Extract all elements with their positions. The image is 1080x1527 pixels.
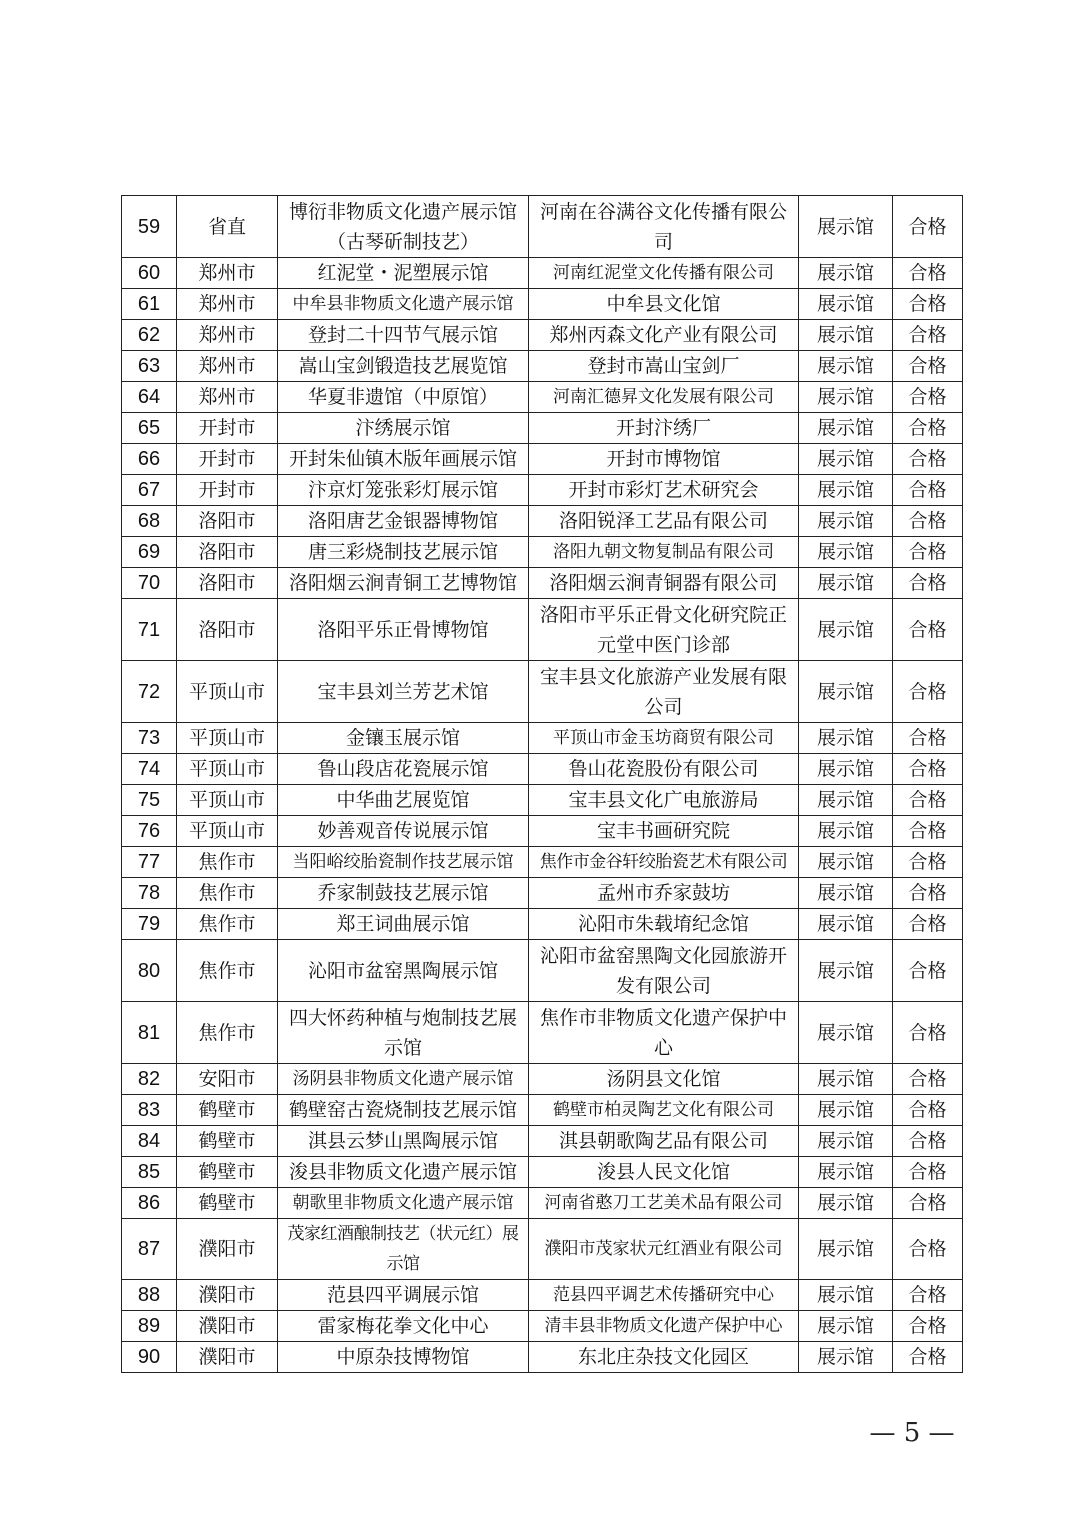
cell-result: 合格 — [893, 847, 963, 878]
cell-organization: 孟州市乔家鼓坊 — [529, 878, 799, 909]
cell-organization: 范县四平调艺术传播研究中心 — [529, 1280, 799, 1311]
table-row — [122, 258, 963, 289]
cell-number: 67 — [122, 475, 177, 506]
cell-type: 展示馆 — [799, 1095, 893, 1126]
cell-museum-name: 浚县非物质文化遗产展示馆 — [278, 1157, 529, 1188]
cell-number: 73 — [122, 723, 177, 754]
cell-organization: 宝丰县文化旅游产业发展有限公司 — [529, 661, 799, 723]
cell-museum-name: 汴京灯笼张彩灯展示馆 — [278, 475, 529, 506]
cell-museum-name: 沁阳市盆窑黑陶展示馆 — [278, 940, 529, 1002]
cell-type: 展示馆 — [799, 1064, 893, 1095]
cell-museum-name: 嵩山宝剑锻造技艺展览馆 — [278, 351, 529, 382]
cell-museum-name: 汤阴县非物质文化遗产展示馆 — [278, 1064, 529, 1095]
table-row — [122, 320, 963, 351]
cell-result: 合格 — [893, 785, 963, 816]
cell-organization: 沁阳市朱载堉纪念馆 — [529, 909, 799, 940]
cell-region: 焦作市 — [177, 847, 278, 878]
cell-region: 濮阳市 — [177, 1342, 278, 1373]
table-row — [122, 382, 963, 413]
cell-museum-name: 博衍非物质文化遗产展示馆（古琴斫制技艺） — [278, 196, 529, 258]
cell-type: 展示馆 — [799, 351, 893, 382]
cell-type: 展示馆 — [799, 568, 893, 599]
cell-type: 展示馆 — [799, 413, 893, 444]
cell-type: 展示馆 — [799, 723, 893, 754]
cell-region: 鹤壁市 — [177, 1095, 278, 1126]
cell-museum-name: 淇县云梦山黑陶展示馆 — [278, 1126, 529, 1157]
cell-type: 展示馆 — [799, 1219, 893, 1280]
table-row — [122, 1342, 963, 1373]
cell-type: 展示馆 — [799, 320, 893, 351]
cell-number: 65 — [122, 413, 177, 444]
cell-result: 合格 — [893, 382, 963, 413]
cell-type: 展示馆 — [799, 1342, 893, 1373]
table-row — [122, 1311, 963, 1342]
cell-type: 展示馆 — [799, 475, 893, 506]
cell-result: 合格 — [893, 444, 963, 475]
cell-number: 71 — [122, 599, 177, 661]
cell-type: 展示馆 — [799, 196, 893, 258]
table-row — [122, 1188, 963, 1219]
table-row — [122, 661, 963, 723]
cell-museum-name: 红泥堂・泥塑展示馆 — [278, 258, 529, 289]
cell-museum-name: 汴绣展示馆 — [278, 413, 529, 444]
cell-region: 平顶山市 — [177, 661, 278, 723]
cell-museum-name: 朝歌里非物质文化遗产展示馆 — [278, 1188, 529, 1219]
cell-region: 濮阳市 — [177, 1219, 278, 1280]
cell-result: 合格 — [893, 1157, 963, 1188]
cell-type: 展示馆 — [799, 599, 893, 661]
cell-type: 展示馆 — [799, 661, 893, 723]
cell-organization: 洛阳锐泽工艺品有限公司 — [529, 506, 799, 537]
cell-organization: 洛阳烟云涧青铜器有限公司 — [529, 568, 799, 599]
cell-region: 开封市 — [177, 413, 278, 444]
cell-type: 展示馆 — [799, 1311, 893, 1342]
cell-region: 平顶山市 — [177, 723, 278, 754]
cell-organization: 东北庄杂技文化园区 — [529, 1342, 799, 1373]
cell-result: 合格 — [893, 661, 963, 723]
museum-list-table — [121, 195, 963, 1373]
cell-result: 合格 — [893, 1311, 963, 1342]
cell-region: 开封市 — [177, 444, 278, 475]
cell-organization: 焦作市非物质文化遗产保护中心 — [529, 1002, 799, 1064]
cell-result: 合格 — [893, 599, 963, 661]
cell-museum-name: 宝丰县刘兰芳艺术馆 — [278, 661, 529, 723]
cell-museum-name: 开封朱仙镇木版年画展示馆 — [278, 444, 529, 475]
cell-region: 洛阳市 — [177, 537, 278, 568]
page-number: — 5 — — [869, 1418, 955, 1448]
cell-organization: 开封汴绣厂 — [529, 413, 799, 444]
cell-organization: 开封市博物馆 — [529, 444, 799, 475]
cell-type: 展示馆 — [799, 258, 893, 289]
cell-type: 展示馆 — [799, 506, 893, 537]
table-row — [122, 1002, 963, 1064]
table-row — [122, 754, 963, 785]
cell-number: 76 — [122, 816, 177, 847]
cell-type: 展示馆 — [799, 816, 893, 847]
cell-type: 展示馆 — [799, 1280, 893, 1311]
cell-result: 合格 — [893, 506, 963, 537]
cell-organization: 清丰县非物质文化遗产保护中心 — [529, 1311, 799, 1342]
table-row — [122, 723, 963, 754]
cell-result: 合格 — [893, 1188, 963, 1219]
cell-result: 合格 — [893, 475, 963, 506]
cell-result: 合格 — [893, 1342, 963, 1373]
cell-organization: 河南省憨刀工艺美术品有限公司 — [529, 1188, 799, 1219]
table-row — [122, 1157, 963, 1188]
table-row — [122, 289, 963, 320]
cell-number: 66 — [122, 444, 177, 475]
cell-number: 63 — [122, 351, 177, 382]
cell-number: 70 — [122, 568, 177, 599]
cell-type: 展示馆 — [799, 1126, 893, 1157]
cell-museum-name: 乔家制鼓技艺展示馆 — [278, 878, 529, 909]
table-row — [122, 940, 963, 1002]
cell-number: 62 — [122, 320, 177, 351]
cell-number: 85 — [122, 1157, 177, 1188]
cell-number: 78 — [122, 878, 177, 909]
cell-organization: 浚县人民文化馆 — [529, 1157, 799, 1188]
cell-result: 合格 — [893, 1219, 963, 1280]
cell-museum-name: 华夏非遗馆（中原馆） — [278, 382, 529, 413]
cell-result: 合格 — [893, 196, 963, 258]
cell-museum-name: 中华曲艺展览馆 — [278, 785, 529, 816]
cell-result: 合格 — [893, 1095, 963, 1126]
cell-result: 合格 — [893, 1280, 963, 1311]
table-row — [122, 1126, 963, 1157]
cell-museum-name: 唐三彩烧制技艺展示馆 — [278, 537, 529, 568]
cell-museum-name: 金镶玉展示馆 — [278, 723, 529, 754]
table-row — [122, 847, 963, 878]
cell-organization: 郑州丙森文化产业有限公司 — [529, 320, 799, 351]
cell-museum-name: 茂家红酒酿制技艺（状元红）展示馆 — [278, 1219, 529, 1280]
table-row — [122, 568, 963, 599]
cell-museum-name: 洛阳唐艺金银器博物馆 — [278, 506, 529, 537]
cell-number: 80 — [122, 940, 177, 1002]
cell-result: 合格 — [893, 754, 963, 785]
cell-organization: 开封市彩灯艺术研究会 — [529, 475, 799, 506]
cell-result: 合格 — [893, 537, 963, 568]
cell-organization: 河南红泥堂文化传播有限公司 — [529, 258, 799, 289]
cell-region: 平顶山市 — [177, 816, 278, 847]
cell-region: 洛阳市 — [177, 506, 278, 537]
cell-museum-name: 洛阳烟云涧青铜工艺博物馆 — [278, 568, 529, 599]
cell-region: 郑州市 — [177, 320, 278, 351]
cell-type: 展示馆 — [799, 1188, 893, 1219]
cell-number: 74 — [122, 754, 177, 785]
cell-organization: 洛阳市平乐正骨文化研究院正元堂中医门诊部 — [529, 599, 799, 661]
cell-region: 濮阳市 — [177, 1280, 278, 1311]
cell-region: 濮阳市 — [177, 1311, 278, 1342]
cell-type: 展示馆 — [799, 878, 893, 909]
cell-result: 合格 — [893, 320, 963, 351]
cell-organization: 濮阳市茂家状元红酒业有限公司 — [529, 1219, 799, 1280]
cell-number: 72 — [122, 661, 177, 723]
cell-number: 86 — [122, 1188, 177, 1219]
cell-region: 洛阳市 — [177, 599, 278, 661]
cell-region: 安阳市 — [177, 1064, 278, 1095]
cell-region: 焦作市 — [177, 878, 278, 909]
cell-organization: 平顶山市金玉坊商贸有限公司 — [529, 723, 799, 754]
cell-type: 展示馆 — [799, 1157, 893, 1188]
table-row — [122, 599, 963, 661]
cell-organization: 宝丰县文化广电旅游局 — [529, 785, 799, 816]
cell-museum-name: 中牟县非物质文化遗产展示馆 — [278, 289, 529, 320]
cell-organization: 洛阳九朝文物复制品有限公司 — [529, 537, 799, 568]
cell-organization: 淇县朝歌陶艺品有限公司 — [529, 1126, 799, 1157]
cell-region: 焦作市 — [177, 909, 278, 940]
cell-result: 合格 — [893, 1064, 963, 1095]
cell-number: 88 — [122, 1280, 177, 1311]
cell-number: 89 — [122, 1311, 177, 1342]
table-row — [122, 475, 963, 506]
cell-museum-name: 鹤壁窑古瓷烧制技艺展示馆 — [278, 1095, 529, 1126]
cell-number: 87 — [122, 1219, 177, 1280]
cell-type: 展示馆 — [799, 847, 893, 878]
cell-museum-name: 当阳峪绞胎瓷制作技艺展示馆 — [278, 847, 529, 878]
cell-region: 开封市 — [177, 475, 278, 506]
cell-region: 焦作市 — [177, 940, 278, 1002]
cell-region: 洛阳市 — [177, 568, 278, 599]
cell-type: 展示馆 — [799, 382, 893, 413]
cell-organization: 河南汇德昇文化发展有限公司 — [529, 382, 799, 413]
cell-number: 59 — [122, 196, 177, 258]
cell-region: 鹤壁市 — [177, 1188, 278, 1219]
table-row — [122, 1280, 963, 1311]
table-row — [122, 444, 963, 475]
cell-region: 焦作市 — [177, 1002, 278, 1064]
cell-museum-name: 四大怀药种植与炮制技艺展示馆 — [278, 1002, 529, 1064]
cell-type: 展示馆 — [799, 754, 893, 785]
cell-museum-name: 洛阳平乐正骨博物馆 — [278, 599, 529, 661]
cell-organization: 汤阴县文化馆 — [529, 1064, 799, 1095]
cell-region: 鹤壁市 — [177, 1126, 278, 1157]
table-row — [122, 351, 963, 382]
cell-museum-name: 鲁山段店花瓷展示馆 — [278, 754, 529, 785]
table-row — [122, 1095, 963, 1126]
cell-number: 69 — [122, 537, 177, 568]
cell-number: 83 — [122, 1095, 177, 1126]
cell-type: 展示馆 — [799, 1002, 893, 1064]
cell-organization: 河南在谷满谷文化传播有限公司 — [529, 196, 799, 258]
cell-type: 展示馆 — [799, 289, 893, 320]
cell-type: 展示馆 — [799, 537, 893, 568]
cell-region: 郑州市 — [177, 382, 278, 413]
cell-region: 鹤壁市 — [177, 1157, 278, 1188]
cell-number: 64 — [122, 382, 177, 413]
cell-result: 合格 — [893, 909, 963, 940]
cell-region: 郑州市 — [177, 289, 278, 320]
cell-number: 75 — [122, 785, 177, 816]
table-row — [122, 1064, 963, 1095]
table-row — [122, 537, 963, 568]
table-row — [122, 785, 963, 816]
cell-organization: 登封市嵩山宝剑厂 — [529, 351, 799, 382]
cell-result: 合格 — [893, 568, 963, 599]
table-body — [122, 196, 963, 1373]
cell-type: 展示馆 — [799, 785, 893, 816]
cell-result: 合格 — [893, 1002, 963, 1064]
cell-museum-name: 雷家梅花拳文化中心 — [278, 1311, 529, 1342]
cell-number: 61 — [122, 289, 177, 320]
cell-museum-name: 妙善观音传说展示馆 — [278, 816, 529, 847]
cell-region: 平顶山市 — [177, 754, 278, 785]
cell-organization: 焦作市金谷轩绞胎瓷艺术有限公司 — [529, 847, 799, 878]
cell-result: 合格 — [893, 413, 963, 444]
cell-number: 81 — [122, 1002, 177, 1064]
cell-region: 平顶山市 — [177, 785, 278, 816]
table-row — [122, 1219, 963, 1280]
cell-organization: 宝丰书画研究院 — [529, 816, 799, 847]
table-row — [122, 909, 963, 940]
cell-result: 合格 — [893, 816, 963, 847]
cell-result: 合格 — [893, 351, 963, 382]
cell-result: 合格 — [893, 940, 963, 1002]
table-row — [122, 878, 963, 909]
cell-museum-name: 范县四平调展示馆 — [278, 1280, 529, 1311]
cell-region: 郑州市 — [177, 351, 278, 382]
cell-number: 90 — [122, 1342, 177, 1373]
cell-organization: 沁阳市盆窑黑陶文化园旅游开发有限公司 — [529, 940, 799, 1002]
cell-museum-name: 登封二十四节气展示馆 — [278, 320, 529, 351]
cell-number: 68 — [122, 506, 177, 537]
cell-organization: 鲁山花瓷股份有限公司 — [529, 754, 799, 785]
cell-number: 82 — [122, 1064, 177, 1095]
cell-museum-name: 中原杂技博物馆 — [278, 1342, 529, 1373]
table-row — [122, 816, 963, 847]
cell-museum-name: 郑王词曲展示馆 — [278, 909, 529, 940]
cell-result: 合格 — [893, 723, 963, 754]
cell-region: 省直 — [177, 196, 278, 258]
cell-result: 合格 — [893, 1126, 963, 1157]
cell-number: 79 — [122, 909, 177, 940]
cell-type: 展示馆 — [799, 909, 893, 940]
cell-organization: 鹤壁市柏灵陶艺文化有限公司 — [529, 1095, 799, 1126]
cell-result: 合格 — [893, 878, 963, 909]
cell-result: 合格 — [893, 289, 963, 320]
cell-number: 77 — [122, 847, 177, 878]
table-row — [122, 413, 963, 444]
cell-result: 合格 — [893, 258, 963, 289]
cell-region: 郑州市 — [177, 258, 278, 289]
cell-number: 84 — [122, 1126, 177, 1157]
cell-type: 展示馆 — [799, 940, 893, 1002]
table-row — [122, 506, 963, 537]
cell-organization: 中牟县文化馆 — [529, 289, 799, 320]
cell-type: 展示馆 — [799, 444, 893, 475]
table-row — [122, 196, 963, 258]
cell-number: 60 — [122, 258, 177, 289]
